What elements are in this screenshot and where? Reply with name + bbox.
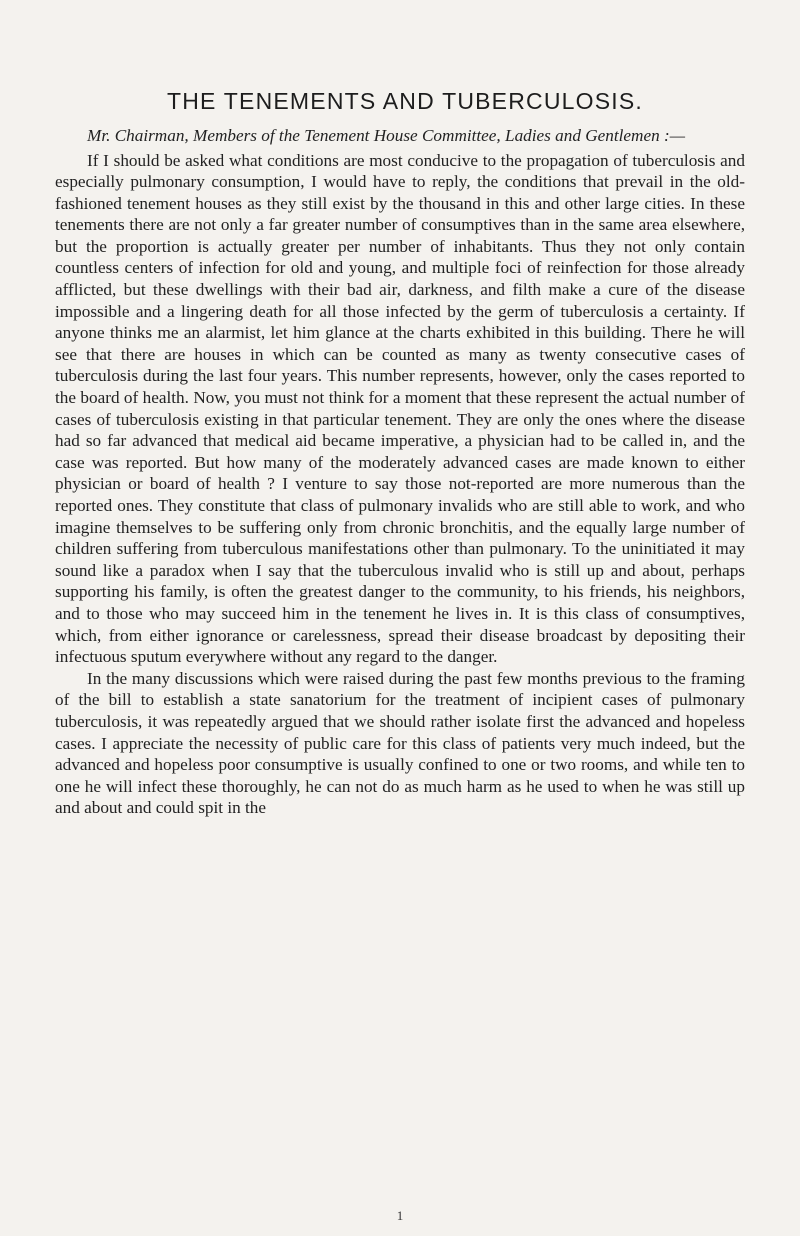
document-page: [55, 88, 745, 819]
salutation: Mr. Chairman, Members of the Tenement House Committee, Ladies and Gentlemen :—: [87, 126, 685, 145]
page-number: 1: [396, 1208, 404, 1223]
paragraph-2: In the many discussions which were raised during the past few months previous to the framing of the bill to establish a state sanatorium for the treatment of incipient cases of pulmonary tuberculosis, it was repeatedly argued that we should rather isolate first the advanced and hopeless cases. I appreciate the necessity of public care for this class of patients very much indeed, but the advanced and hopeless poor consumptive is usually confined to one or two rooms, and while ten to one he will infect these thoroughly, he can not do as much harm as he used to when he was still up and about and could spit in the: [55, 668, 745, 818]
document-title: THE TENEMENTS AND TUBERCULOSIS.: [167, 88, 643, 114]
paragraph-1: If I should be asked what conditions are most conducive to the propagation of tuberculosis and especially pulmonary consumption, I would have to reply, the conditions that prevail in the old-fashioned tenement houses as they still exist by the thousand in this and other large cities. In these tenements there are not only a far greater number of consumptives than in the same area elsewhere, but the proportion is actually greater per number of inhabitants. Thus they not only contain countless centers of infection for old and young, and multiple foci of reinfection for those already afflicted, but these dwellings with their bad air, darkness, and filth make a cure of the disease impossible and a lingering death for all those infected by the germ of tuberculosis a certainty. If anyone thinks me an alarmist, let him glance at the charts exhibited in this building. There he will see that there are houses in which can be counted as many as twenty consecutive cases of tuberculosis during the last four years. This number represents, however, only the cases reported to the board of health. Now, you must not think for a moment that these represent the actual number of cases of tuberculosis existing in that particular tenement. They are only the ones where the disease had so far advanced that medical aid became imperative, a physician had to be called in, and the case was reported. But how many of the moderately advanced cases are made known to either physician or board of health ? I venture to say those not-reported are more numerous than the reported ones. They constitute that class of pulmonary invalids who are still able to work, and who imagine themselves to be suffering only from chronic bronchitis, and the equally large number of children suffering from tuberculous manifestations other than pulmonary. To the uninitiated it may sound like a paradox when I say that the tuberculous invalid who is still up and about, perhaps supporting his family, is often the greatest danger to the community, to his friends, his neighbors, and to those who may succeed him in the tenement he lives in. It is this class of consumptives, which, from either ignorance or carelessness, spread their disease broadcast by depositing their infectuous sputum everywhere without any regard to the danger.: [55, 150, 745, 667]
